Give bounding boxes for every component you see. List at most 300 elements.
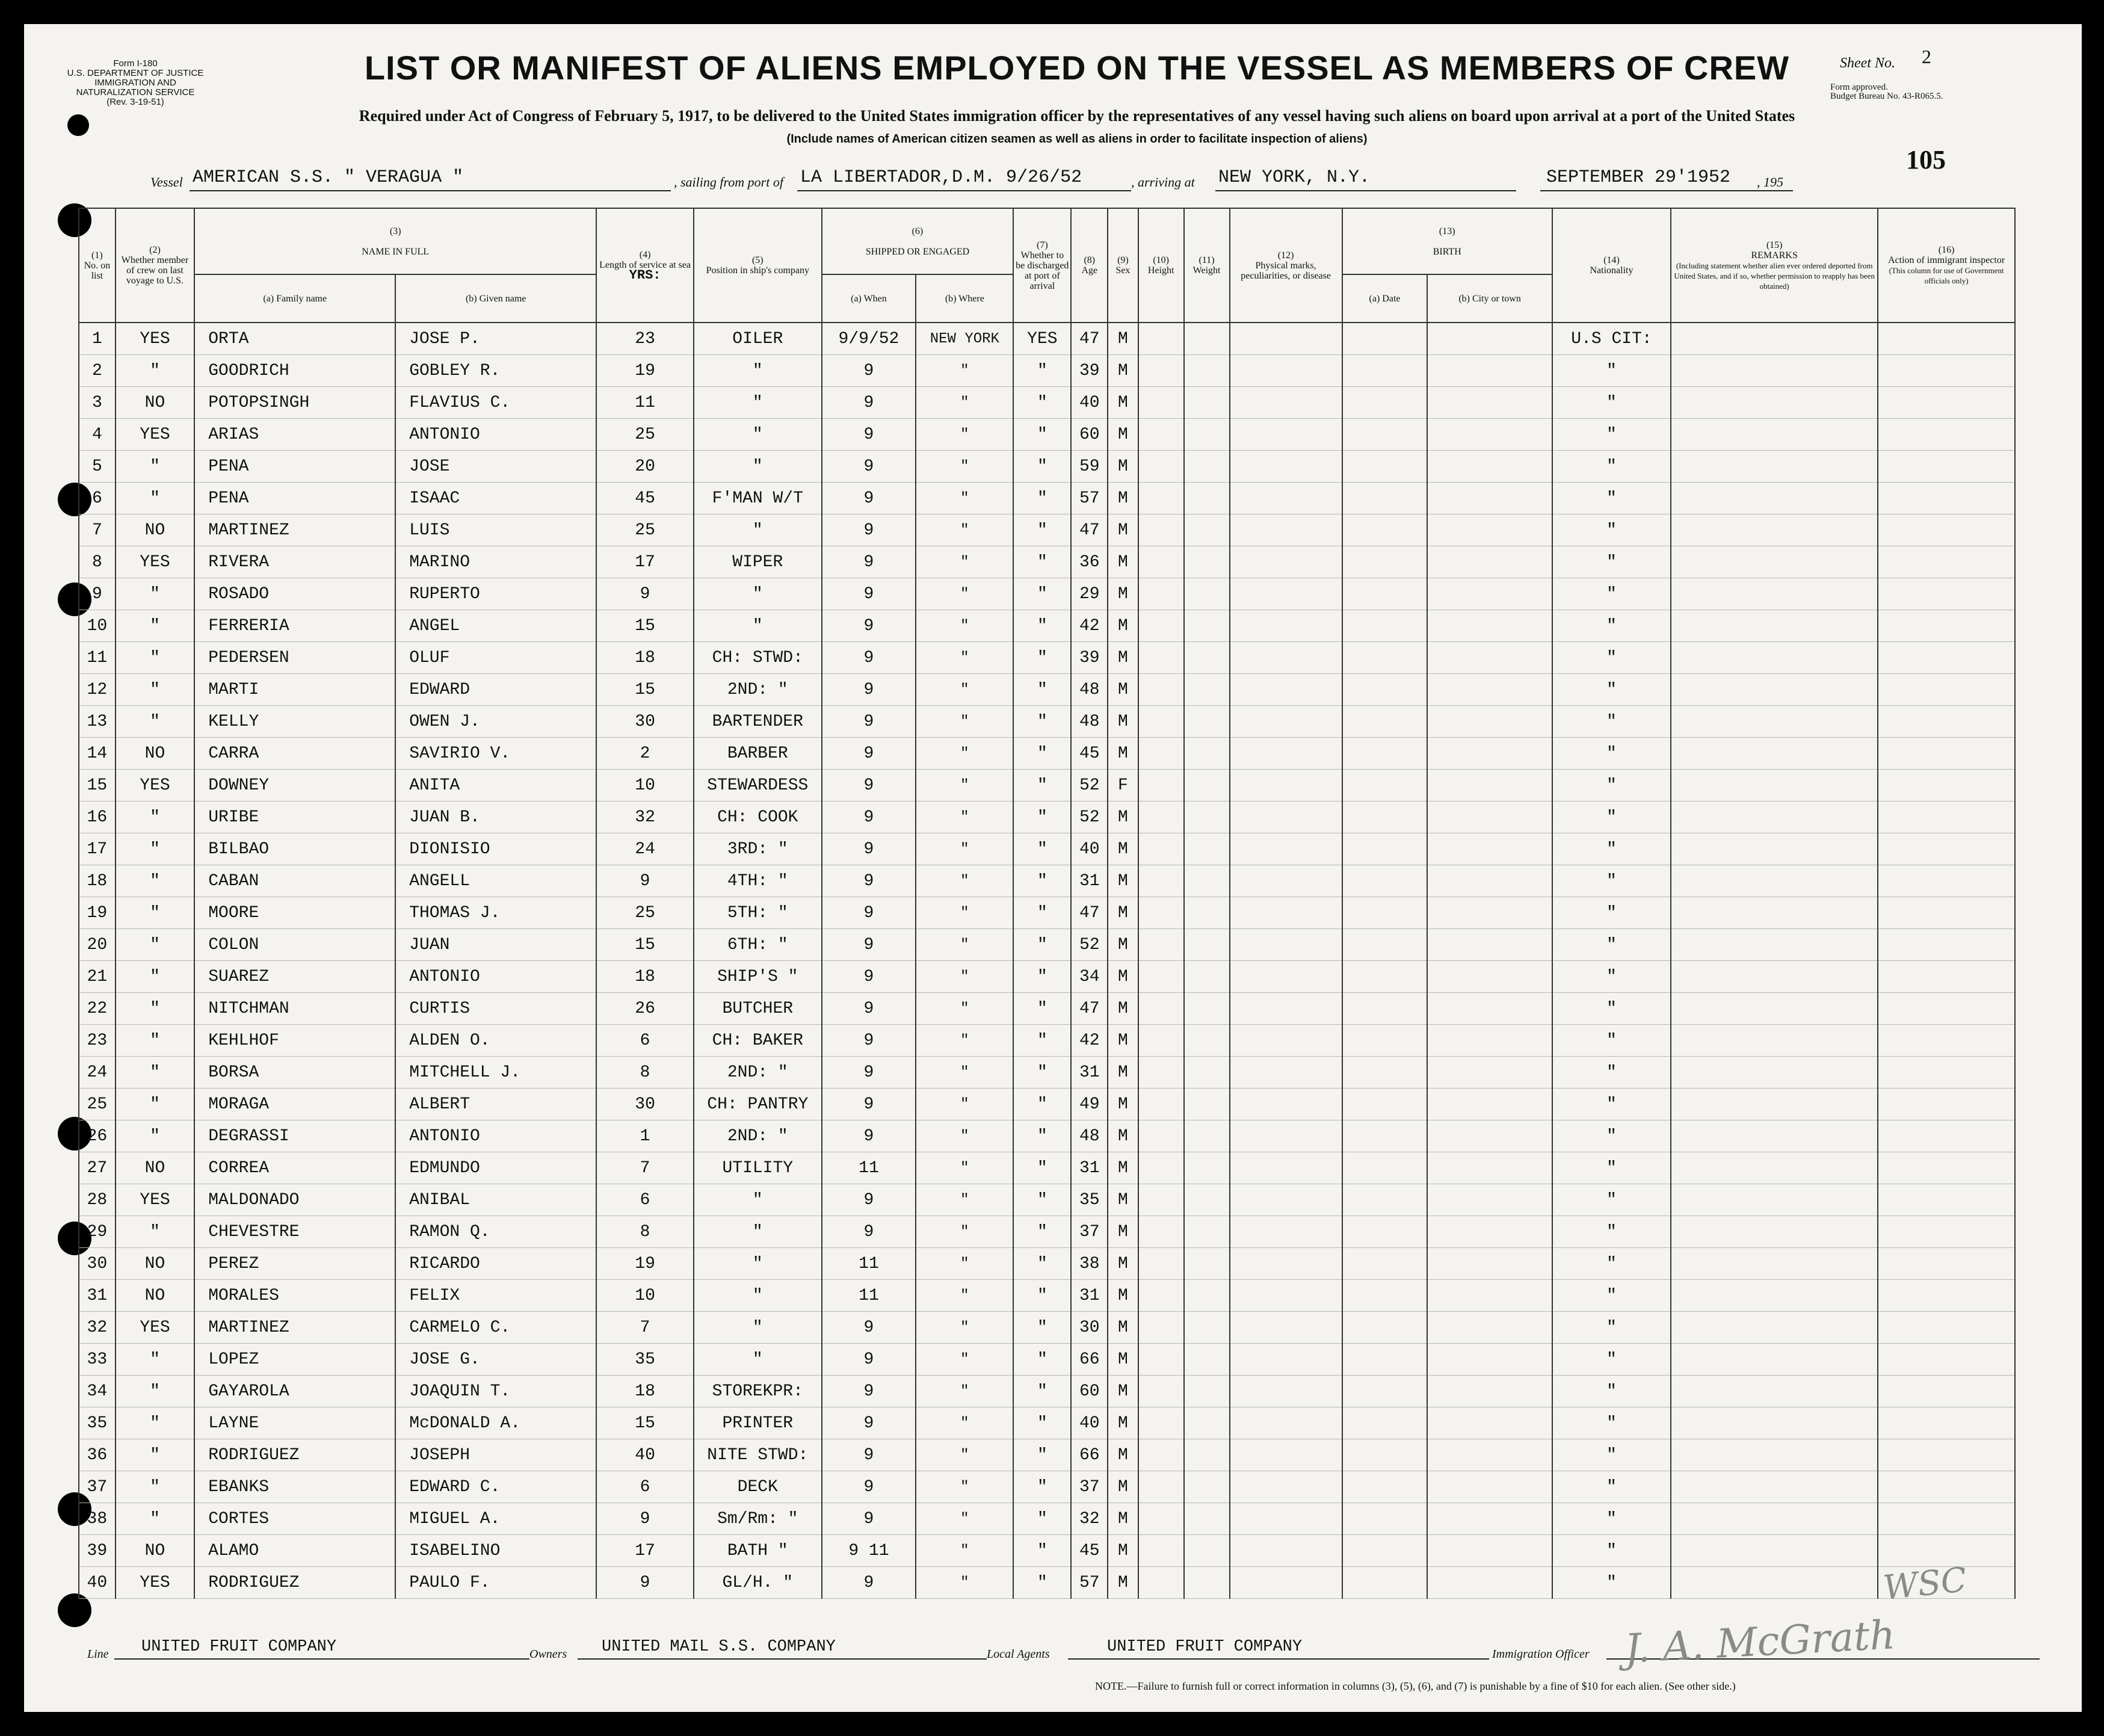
birth-city-cell xyxy=(1427,802,1552,833)
shipped-where-cell: " xyxy=(916,738,1013,770)
service-years-cell: 6 xyxy=(596,1184,694,1216)
service-years-cell: 15 xyxy=(596,610,694,642)
service-years-cell: 7 xyxy=(596,1152,694,1184)
shipped-where-cell: " xyxy=(916,483,1013,514)
birth-date-cell xyxy=(1342,1376,1428,1407)
line-value: UNITED FRUIT COMPANY xyxy=(141,1638,337,1656)
sex-cell: M xyxy=(1108,1152,1138,1184)
prior-voyage-cell: " xyxy=(116,1057,195,1089)
inspector-action-cell xyxy=(1878,387,2015,419)
position-cell: 6TH: " xyxy=(694,929,822,961)
position-cell: 3RD: " xyxy=(694,833,822,865)
crew-row xyxy=(79,929,2015,961)
prior-voyage-cell: NO xyxy=(116,1248,195,1280)
sex-cell: M xyxy=(1108,1089,1138,1120)
crew-row xyxy=(79,610,2015,642)
inspector-action-cell xyxy=(1878,419,2015,451)
given-name-cell: THOMAS J. xyxy=(395,897,596,929)
shipped-where-cell: " xyxy=(916,578,1013,610)
agents-label: Local Agents xyxy=(987,1648,1050,1661)
shipped-where-cell: " xyxy=(916,419,1013,451)
discharge-cell: " xyxy=(1013,451,1071,483)
row-number: 38 xyxy=(79,1503,116,1535)
remarks-cell xyxy=(1671,1439,1878,1471)
birth-date-cell xyxy=(1342,770,1428,802)
shipped-when-cell: 9 xyxy=(822,1184,916,1216)
birth-date-cell xyxy=(1342,738,1428,770)
sex-cell: M xyxy=(1108,1120,1138,1152)
birth-city-cell xyxy=(1427,1376,1552,1407)
officer-label: Immigration Officer xyxy=(1492,1648,1590,1661)
family-name-cell: BILBAO xyxy=(194,833,395,865)
inspector-action-cell xyxy=(1878,897,2015,929)
row-number: 17 xyxy=(79,833,116,865)
sex-cell: M xyxy=(1108,1312,1138,1344)
birth-city-cell xyxy=(1427,865,1552,897)
physical-marks-cell xyxy=(1230,1248,1342,1280)
birth-date-cell xyxy=(1342,1057,1428,1089)
sex-cell: M xyxy=(1108,1439,1138,1471)
physical-marks-cell xyxy=(1230,833,1342,865)
physical-marks-cell xyxy=(1230,1152,1342,1184)
position-cell: 4TH: " xyxy=(694,865,822,897)
crew-row xyxy=(79,387,2015,419)
shipped-when-cell: 9 xyxy=(822,451,916,483)
family-name-cell: ORTA xyxy=(194,323,395,355)
age-cell: 40 xyxy=(1071,387,1108,419)
position-cell: 5TH: " xyxy=(694,897,822,929)
weight-cell xyxy=(1184,1503,1230,1535)
position-cell: " xyxy=(694,1216,822,1248)
height-cell xyxy=(1138,1535,1184,1567)
discharge-cell: " xyxy=(1013,1216,1071,1248)
service-years-cell: 6 xyxy=(596,1471,694,1503)
shipped-when-cell: 9 xyxy=(822,1471,916,1503)
remarks-cell xyxy=(1671,802,1878,833)
prior-voyage-cell: " xyxy=(116,1089,195,1120)
crew-row xyxy=(79,323,2015,355)
physical-marks-cell xyxy=(1230,1503,1342,1535)
nationality-cell: " xyxy=(1552,1120,1671,1152)
given-name-cell: LUIS xyxy=(395,514,596,546)
weight-cell xyxy=(1184,802,1230,833)
crew-row xyxy=(79,865,2015,897)
inspector-action-cell xyxy=(1878,1057,2015,1089)
sex-cell: M xyxy=(1108,1280,1138,1312)
age-cell: 31 xyxy=(1071,865,1108,897)
birth-city-cell xyxy=(1427,1120,1552,1152)
row-number: 15 xyxy=(79,770,116,802)
birth-date-cell xyxy=(1342,355,1428,387)
service-years-cell: 17 xyxy=(596,546,694,578)
position-cell: 2ND: " xyxy=(694,1120,822,1152)
age-cell: 48 xyxy=(1071,706,1108,738)
sex-cell: M xyxy=(1108,1344,1138,1376)
nationality-cell: " xyxy=(1552,578,1671,610)
service-years-cell: 9 xyxy=(596,578,694,610)
physical-marks-cell xyxy=(1230,865,1342,897)
birth-date-cell xyxy=(1342,1535,1428,1567)
remarks-cell xyxy=(1671,1120,1878,1152)
height-cell xyxy=(1138,1216,1184,1248)
row-number: 21 xyxy=(79,961,116,993)
weight-cell xyxy=(1184,1312,1230,1344)
age-cell: 45 xyxy=(1071,1535,1108,1567)
shipped-where-cell: " xyxy=(916,1025,1013,1057)
birth-date-cell xyxy=(1342,674,1428,706)
height-cell xyxy=(1138,897,1184,929)
position-cell: CH: STWD: xyxy=(694,642,822,674)
age-cell: 42 xyxy=(1071,610,1108,642)
service-years-cell: 19 xyxy=(596,355,694,387)
sex-cell: M xyxy=(1108,993,1138,1025)
form-id-line: IMMIGRATION AND NATURALIZATION SERVICE xyxy=(76,78,195,97)
crew-row xyxy=(79,1535,2015,1567)
family-name-cell: RODRIGUEZ xyxy=(194,1439,395,1471)
weight-cell xyxy=(1184,1216,1230,1248)
shipped-where-cell: " xyxy=(916,1216,1013,1248)
discharge-cell: " xyxy=(1013,897,1071,929)
birth-date-cell xyxy=(1342,387,1428,419)
birth-city-cell xyxy=(1427,674,1552,706)
remarks-cell xyxy=(1671,1503,1878,1535)
nationality-cell: " xyxy=(1552,1312,1671,1344)
shipped-where-cell: " xyxy=(916,961,1013,993)
row-number: 26 xyxy=(79,1120,116,1152)
inspector-action-cell xyxy=(1878,1503,2015,1535)
sex-cell: M xyxy=(1108,929,1138,961)
prior-voyage-cell: " xyxy=(116,897,195,929)
family-name-cell: KEHLHOF xyxy=(194,1025,395,1057)
position-cell: BATH " xyxy=(694,1535,822,1567)
remarks-cell xyxy=(1671,1057,1878,1089)
col-header-name: (3) NAME IN FULL xyxy=(194,208,596,274)
prior-voyage-cell: YES xyxy=(116,1184,195,1216)
position-cell: CH: COOK xyxy=(694,802,822,833)
sex-cell: M xyxy=(1108,642,1138,674)
remarks-cell xyxy=(1671,1535,1878,1567)
position-cell: " xyxy=(694,610,822,642)
nationality-cell: " xyxy=(1552,1471,1671,1503)
age-cell: 31 xyxy=(1071,1057,1108,1089)
birth-city-cell xyxy=(1427,1152,1552,1184)
weight-cell xyxy=(1184,355,1230,387)
discharge-cell: " xyxy=(1013,1312,1071,1344)
weight-cell xyxy=(1184,1248,1230,1280)
row-number: 4 xyxy=(79,419,116,451)
crew-row xyxy=(79,546,2015,578)
sex-cell: M xyxy=(1108,1248,1138,1280)
birth-date-cell xyxy=(1342,1248,1428,1280)
physical-marks-cell xyxy=(1230,1535,1342,1567)
service-years-cell: 18 xyxy=(596,1376,694,1407)
prior-voyage-cell: " xyxy=(116,802,195,833)
budget-line: Budget Bureau No. 43-R065.5. xyxy=(1830,91,1943,101)
shipped-where-cell: " xyxy=(916,1152,1013,1184)
prior-voyage-cell: " xyxy=(116,610,195,642)
inspector-action-cell xyxy=(1878,1089,2015,1120)
given-name-cell: DIONISIO xyxy=(395,833,596,865)
height-cell xyxy=(1138,1120,1184,1152)
position-cell: F'MAN W/T xyxy=(694,483,822,514)
discharge-cell: " xyxy=(1013,802,1071,833)
remarks-cell xyxy=(1671,833,1878,865)
physical-marks-cell xyxy=(1230,355,1342,387)
age-cell: 32 xyxy=(1071,1503,1108,1535)
inspector-action-cell xyxy=(1878,674,2015,706)
given-name-cell: JOSEPH xyxy=(395,1439,596,1471)
row-number: 9 xyxy=(79,578,116,610)
shipped-when-cell: 11 xyxy=(822,1152,916,1184)
shipped-when-cell: 9 xyxy=(822,514,916,546)
given-name-cell: ANTONIO xyxy=(395,419,596,451)
sex-cell: M xyxy=(1108,1025,1138,1057)
age-cell: 47 xyxy=(1071,323,1108,355)
position-cell: DECK xyxy=(694,1471,822,1503)
inspector-action-cell xyxy=(1878,706,2015,738)
sex-cell: M xyxy=(1108,802,1138,833)
inspector-action-cell xyxy=(1878,1184,2015,1216)
birth-date-cell xyxy=(1342,1471,1428,1503)
sex-cell: M xyxy=(1108,1471,1138,1503)
inspector-action-cell xyxy=(1878,1376,2015,1407)
physical-marks-cell xyxy=(1230,706,1342,738)
weight-cell xyxy=(1184,706,1230,738)
prior-voyage-cell: " xyxy=(116,706,195,738)
height-cell xyxy=(1138,1089,1184,1120)
service-years-cell: 32 xyxy=(596,802,694,833)
shipped-when-cell: 9 xyxy=(822,865,916,897)
nationality-cell: " xyxy=(1552,1025,1671,1057)
position-cell: CH: PANTRY xyxy=(694,1089,822,1120)
shipped-where-cell: " xyxy=(916,1057,1013,1089)
weight-cell xyxy=(1184,961,1230,993)
given-name-cell: OLUF xyxy=(395,642,596,674)
budget-line: Form approved. xyxy=(1830,82,1888,92)
physical-marks-cell xyxy=(1230,1025,1342,1057)
crew-row xyxy=(79,1152,2015,1184)
given-name-cell: ANGELL xyxy=(395,865,596,897)
birth-date-cell xyxy=(1342,1312,1428,1344)
physical-marks-cell xyxy=(1230,1216,1342,1248)
nationality-cell: " xyxy=(1552,387,1671,419)
remarks-cell xyxy=(1671,419,1878,451)
nationality-cell: " xyxy=(1552,1567,1671,1599)
shipped-when-cell: 9 xyxy=(822,1503,916,1535)
age-cell: 52 xyxy=(1071,929,1108,961)
row-number: 22 xyxy=(79,993,116,1025)
weight-cell xyxy=(1184,578,1230,610)
weight-cell xyxy=(1184,419,1230,451)
position-cell: " xyxy=(694,1344,822,1376)
inspector-initials: WSC xyxy=(1881,1560,1969,1608)
physical-marks-cell xyxy=(1230,1344,1342,1376)
crew-row xyxy=(79,451,2015,483)
shipped-where-cell: " xyxy=(916,1344,1013,1376)
col-header-family-name: (a) Family name xyxy=(194,274,395,323)
position-cell: " xyxy=(694,578,822,610)
sex-cell: M xyxy=(1108,1376,1138,1407)
discharge-cell: " xyxy=(1013,961,1071,993)
family-name-cell: MORAGA xyxy=(194,1089,395,1120)
height-cell xyxy=(1138,802,1184,833)
inspector-action-cell xyxy=(1878,451,2015,483)
birth-city-cell xyxy=(1427,451,1552,483)
nationality-cell: " xyxy=(1552,802,1671,833)
family-name-cell: MALDONADO xyxy=(194,1184,395,1216)
sex-cell: M xyxy=(1108,483,1138,514)
crew-row xyxy=(79,1376,2015,1407)
sex-cell: M xyxy=(1108,514,1138,546)
birth-city-cell xyxy=(1427,610,1552,642)
weight-cell xyxy=(1184,1280,1230,1312)
discharge-cell: " xyxy=(1013,642,1071,674)
shipped-where-cell: " xyxy=(916,1184,1013,1216)
row-number: 16 xyxy=(79,802,116,833)
nationality-cell: " xyxy=(1552,419,1671,451)
remarks-cell xyxy=(1671,1344,1878,1376)
service-years-cell: 7 xyxy=(596,1312,694,1344)
prior-voyage-cell: " xyxy=(116,1407,195,1439)
remarks-cell xyxy=(1671,323,1878,355)
row-number: 14 xyxy=(79,738,116,770)
shipped-when-cell: 9 xyxy=(822,355,916,387)
height-cell xyxy=(1138,642,1184,674)
given-name-cell: ALBERT xyxy=(395,1089,596,1120)
height-cell xyxy=(1138,1025,1184,1057)
prior-voyage-cell: NO xyxy=(116,387,195,419)
physical-marks-cell xyxy=(1230,387,1342,419)
crew-row xyxy=(79,961,2015,993)
family-name-cell: DOWNEY xyxy=(194,770,395,802)
inspector-action-cell xyxy=(1878,610,2015,642)
discharge-cell: " xyxy=(1013,865,1071,897)
discharge-cell: YES xyxy=(1013,323,1071,355)
given-name-cell: McDONALD A. xyxy=(395,1407,596,1439)
inspector-action-cell xyxy=(1878,961,2015,993)
given-name-cell: JUAN xyxy=(395,929,596,961)
shipped-when-cell: 9 xyxy=(822,1439,916,1471)
physical-marks-cell xyxy=(1230,993,1342,1025)
physical-marks-cell xyxy=(1230,1057,1342,1089)
remarks-cell xyxy=(1671,451,1878,483)
inspector-action-cell xyxy=(1878,514,2015,546)
shipped-where-cell: " xyxy=(916,1120,1013,1152)
given-name-cell: JUAN B. xyxy=(395,802,596,833)
inspector-action-cell xyxy=(1878,1216,2015,1248)
given-name-cell: ANGEL xyxy=(395,610,596,642)
nationality-cell: " xyxy=(1552,833,1671,865)
height-cell xyxy=(1138,546,1184,578)
birth-date-cell xyxy=(1342,1439,1428,1471)
family-name-cell: RIVERA xyxy=(194,546,395,578)
birth-date-cell xyxy=(1342,929,1428,961)
weight-cell xyxy=(1184,1376,1230,1407)
sex-cell: M xyxy=(1108,610,1138,642)
nationality-cell: " xyxy=(1552,1089,1671,1120)
sex-cell: M xyxy=(1108,355,1138,387)
birth-city-cell xyxy=(1427,323,1552,355)
family-name-cell: PEDERSEN xyxy=(194,642,395,674)
position-cell: " xyxy=(694,387,822,419)
discharge-cell: " xyxy=(1013,1503,1071,1535)
position-cell: UTILITY xyxy=(694,1152,822,1184)
shipped-when-cell: 9 xyxy=(822,1057,916,1089)
discharge-cell: " xyxy=(1013,610,1071,642)
prior-voyage-cell: NO xyxy=(116,1535,195,1567)
nationality-cell: " xyxy=(1552,1216,1671,1248)
sex-cell: M xyxy=(1108,1567,1138,1599)
sheet-number: 2 xyxy=(1922,46,1931,67)
weight-cell xyxy=(1184,1535,1230,1567)
col-header-position: (5) Position in ship's company xyxy=(694,208,822,323)
nationality-cell: " xyxy=(1552,1152,1671,1184)
height-cell xyxy=(1138,993,1184,1025)
family-name-cell: MOORE xyxy=(194,897,395,929)
sex-cell: M xyxy=(1108,865,1138,897)
nationality-cell: " xyxy=(1552,1057,1671,1089)
age-cell: 39 xyxy=(1071,355,1108,387)
birth-city-cell xyxy=(1427,1248,1552,1280)
family-name-cell: CABAN xyxy=(194,865,395,897)
prior-voyage-cell: " xyxy=(116,1025,195,1057)
inspector-action-cell xyxy=(1878,483,2015,514)
prior-voyage-cell: NO xyxy=(116,1152,195,1184)
given-name-cell: EDWARD xyxy=(395,674,596,706)
physical-marks-cell xyxy=(1230,514,1342,546)
prior-voyage-cell: YES xyxy=(116,770,195,802)
footer-note: NOTE.—Failure to furnish full or correct information in columns (3), (5), (6), and (7) is punishable by a fine of $10 for each alien. (See other side.) xyxy=(1095,1680,1736,1692)
discharge-cell: " xyxy=(1013,1152,1071,1184)
crew-row xyxy=(79,897,2015,929)
prior-voyage-cell: " xyxy=(116,1471,195,1503)
family-name-cell: PENA xyxy=(194,451,395,483)
discharge-cell: " xyxy=(1013,483,1071,514)
physical-marks-cell xyxy=(1230,483,1342,514)
birth-date-cell xyxy=(1342,897,1428,929)
given-name-cell: RUPERTO xyxy=(395,578,596,610)
birth-city-cell xyxy=(1427,1503,1552,1535)
given-name-cell: RAMON Q. xyxy=(395,1216,596,1248)
nationality-cell: " xyxy=(1552,1503,1671,1535)
crew-row xyxy=(79,483,2015,514)
remarks-cell xyxy=(1671,1248,1878,1280)
age-cell: 45 xyxy=(1071,738,1108,770)
position-cell: OILER xyxy=(694,323,822,355)
discharge-cell: " xyxy=(1013,419,1071,451)
prior-voyage-cell: " xyxy=(116,1344,195,1376)
col-header-when: (a) When xyxy=(822,274,916,323)
shipped-when-cell: 9 xyxy=(822,897,916,929)
remarks-cell xyxy=(1671,1216,1878,1248)
row-number: 36 xyxy=(79,1439,116,1471)
row-number: 11 xyxy=(79,642,116,674)
shipped-when-cell: 9 xyxy=(822,387,916,419)
remarks-cell xyxy=(1671,1089,1878,1120)
birth-date-cell xyxy=(1342,451,1428,483)
birth-city-cell xyxy=(1427,993,1552,1025)
age-cell: 38 xyxy=(1071,1248,1108,1280)
given-name-cell: ANITA xyxy=(395,770,596,802)
crew-row xyxy=(79,706,2015,738)
crew-row xyxy=(79,1407,2015,1439)
nationality-cell: " xyxy=(1552,1407,1671,1439)
shipped-when-cell: 9 11 xyxy=(822,1535,916,1567)
height-cell xyxy=(1138,961,1184,993)
remarks-cell xyxy=(1671,1471,1878,1503)
family-name-cell: COLON xyxy=(194,929,395,961)
col-header-nationality: (14) Nationality xyxy=(1552,208,1671,323)
